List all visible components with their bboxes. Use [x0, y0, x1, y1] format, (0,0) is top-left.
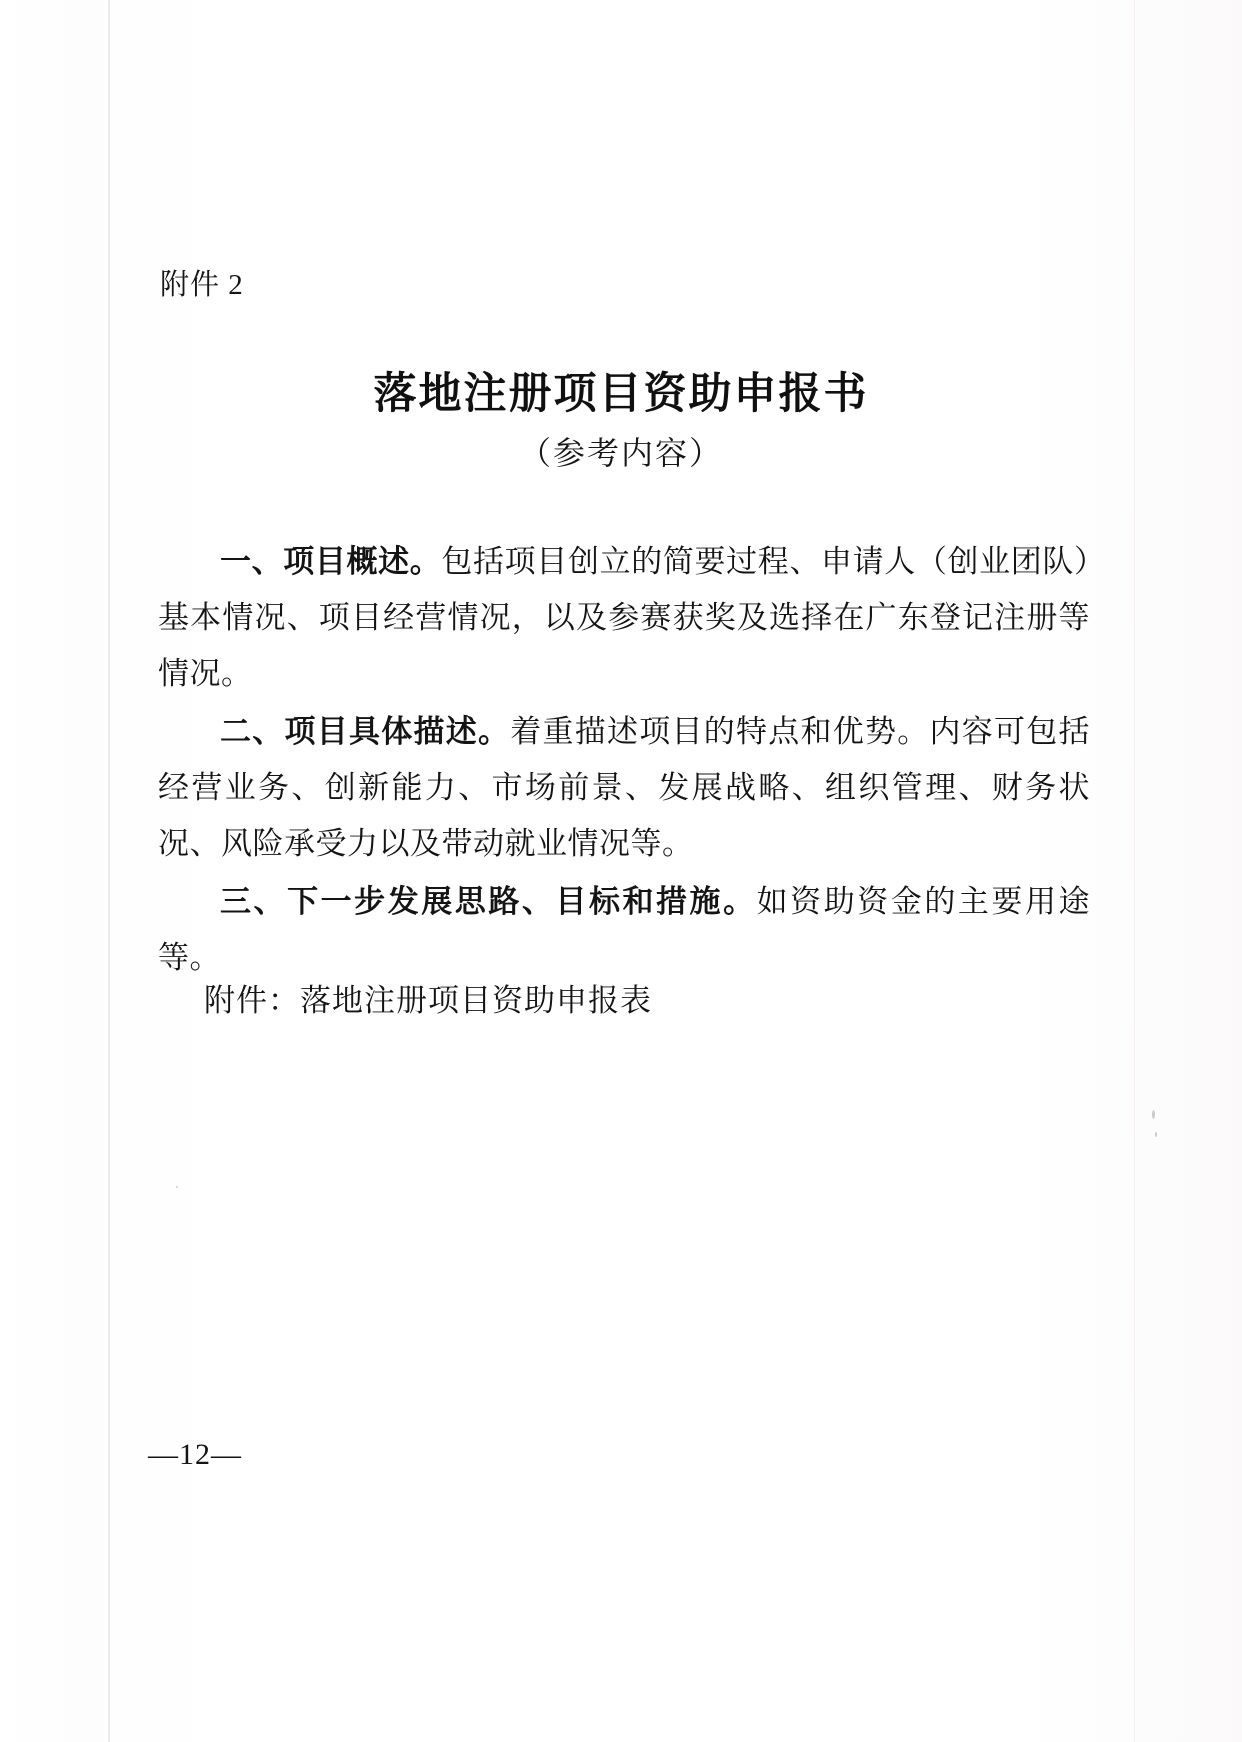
scan-streak-left	[108, 0, 110, 1742]
page-subtitle: （参考内容）	[518, 435, 723, 471]
paragraph-text: 包括项目创立的简要过程、申请人（创业团队）基本情况、项目经营情况，以及参赛获奖及选择在广东登记注册等情况。	[158, 544, 1091, 691]
paragraph-lead: 二、项目具体描述。	[220, 714, 511, 749]
scan-speck	[1152, 1110, 1155, 1119]
paragraph	[158, 874, 1090, 986]
scan-speck	[176, 1186, 178, 1188]
paragraph-text: 着重描述项目的特点和优势。内容可包括经营业务、创新能力、市场前景、发展战略、组织管理、财务状况、风险承受力以及带动就业情况等。	[158, 714, 1090, 861]
scan-speck	[1155, 1132, 1157, 1137]
paragraph	[158, 704, 1090, 872]
attachment-label: 附件 2	[160, 269, 244, 301]
page-number: —12—	[148, 1438, 242, 1471]
paragraph-text: 如资助资金的主要用途等。	[158, 884, 1090, 975]
paragraph-lead: 三、下一步发展思路、目标和措施。	[220, 884, 757, 919]
attachment-reference: 附件：落地注册项目资助申报表	[204, 983, 652, 1018]
document-body	[158, 534, 1090, 988]
paragraph-lead: 一、项目概述。	[220, 544, 442, 579]
page-title: 落地注册项目资助申报书	[373, 371, 869, 418]
paragraph	[158, 534, 1090, 702]
scan-streak-right	[1134, 0, 1135, 1742]
